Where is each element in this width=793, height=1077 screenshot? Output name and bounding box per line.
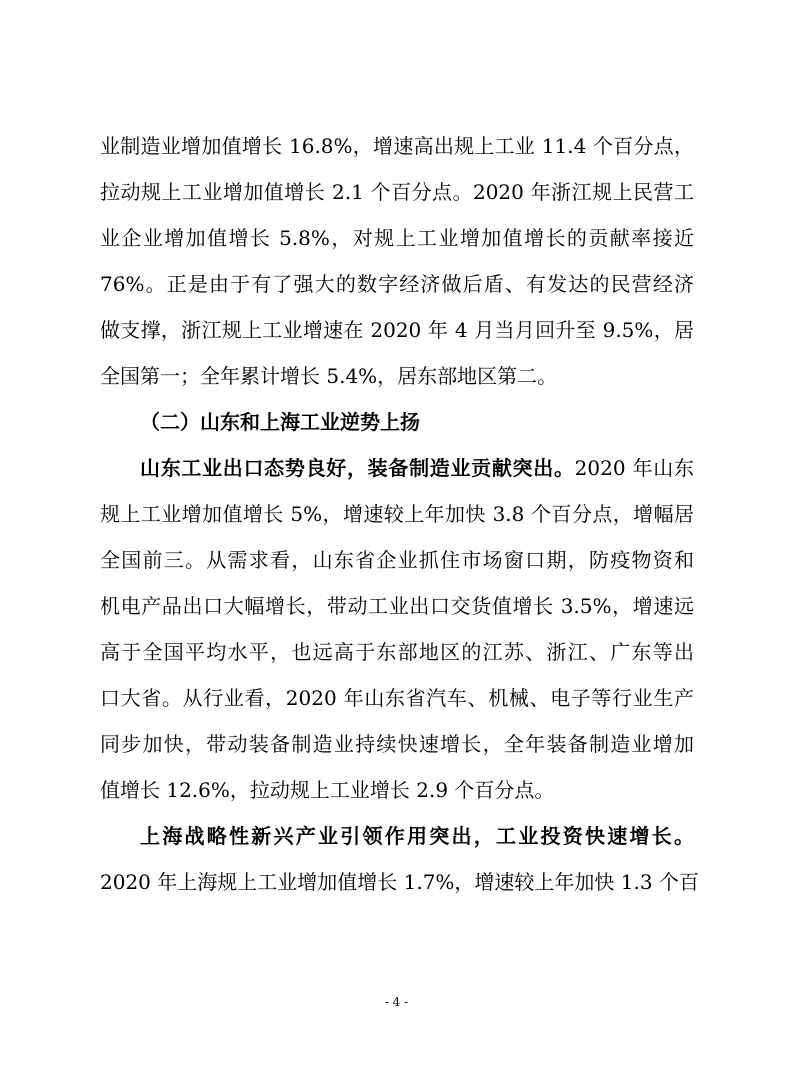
text-line: 2020 年上海规上工业增加值增长 1.7%，增速较上年加快 1.3 个百 xyxy=(100,870,699,894)
text-line: 做支撑，浙江规上工业增速在 2020 年 4 月当月回升至 9.5%，居 xyxy=(100,318,694,342)
text-line: 高于全国平均水平，也远高于东部地区的江苏、浙江、广东等出 xyxy=(100,640,694,664)
text-line: 机电产品出口大幅增长，带动工业出口交货值增长 3.5%，增速远 xyxy=(100,594,694,618)
paragraph-lead-rest: 2020 年山东 xyxy=(574,456,695,480)
paragraph-first-line xyxy=(140,454,694,482)
text-line: 全国前三。从需求看，山东省企业抓住市场窗口期，防疫物资和 xyxy=(100,548,694,572)
text-line: 业制造业增加值增长 16.8%，增速高出规上工业 11.4 个百分点， xyxy=(100,134,694,158)
section-heading: （二）山东和上海工业逆势上扬 xyxy=(140,410,420,434)
page-number: - 4 - xyxy=(384,995,409,1009)
text-line: 76%。正是由于有了强大的数字经济做后盾、有发达的民营经济 xyxy=(100,272,694,296)
text-line: 同步加快，带动装备制造业持续快速增长，全年装备制造业增加 xyxy=(100,732,694,756)
text-line: 值增长 12.6%，拉动规上工业增长 2.9 个百分点。 xyxy=(100,778,555,802)
paragraph-bold-lead: 山东工业出口态势良好，装备制造业贡献突出。 xyxy=(140,456,575,480)
paragraph-bold-lead: 上海战略性新兴产业引领作用突出，工业投资快速增长。 xyxy=(140,824,694,848)
text-line: 拉动规上工业增加值增长 2.1 个百分点。2020 年浙江规上民营工 xyxy=(100,180,694,204)
text-line: 口大省。从行业看，2020 年山东省汽车、机械、电子等行业生产 xyxy=(100,686,694,710)
text-line: 规上工业增加值增长 5%，增速较上年加快 3.8 个百分点，增幅居 xyxy=(100,502,694,526)
text-line: 全国第一；全年累计增长 5.4%，居东部地区第二。 xyxy=(100,364,558,388)
text-line: 业企业增加值增长 5.8%，对规上工业增加值增长的贡献率接近 xyxy=(100,226,694,250)
